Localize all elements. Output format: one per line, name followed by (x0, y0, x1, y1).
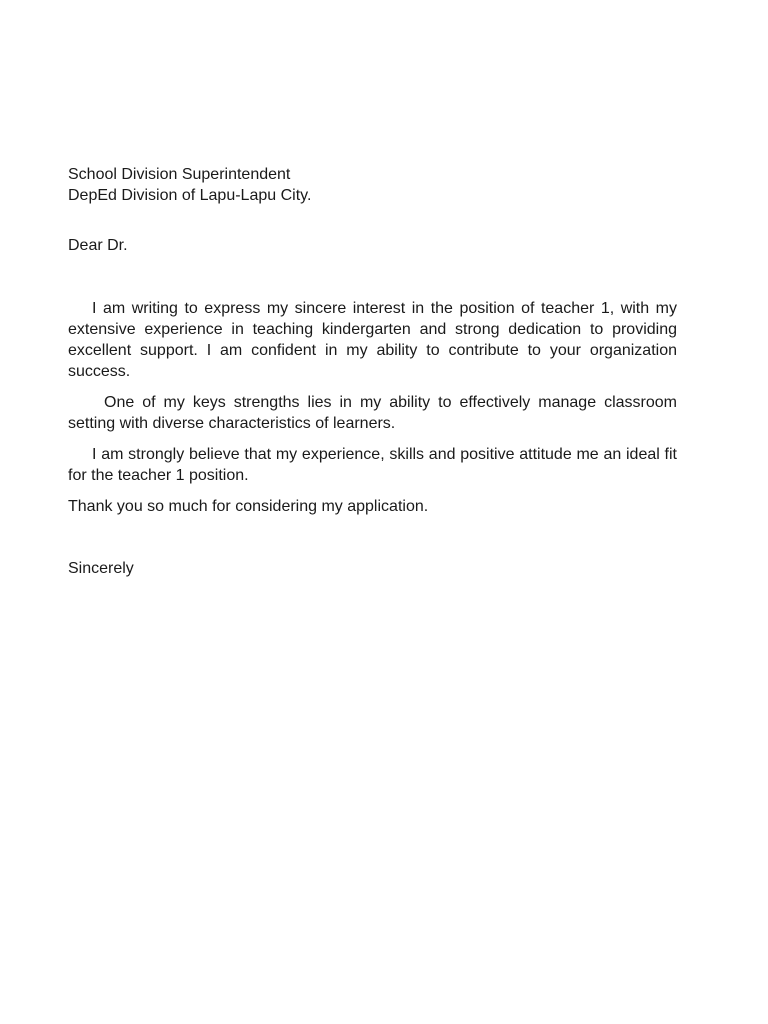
salutation: Dear Dr. (68, 237, 128, 254)
paragraph-belief: I am strongly believe that my experience, skills and positive attitude me an ideal fit for the teacher 1 position. (68, 446, 677, 484)
letter-body (68, 164, 677, 579)
paragraph-thanks: Thank you so much for considering my application. (68, 498, 429, 515)
closing: Sincerely (68, 560, 134, 577)
paragraph-strengths: One of my keys strengths lies in my ability to effectively manage classroom setting with diverse characteristics of learners. (68, 394, 677, 432)
recipient-block (68, 164, 677, 206)
recipient-title: School Division Superintendent (68, 166, 291, 183)
recipient-office: DepEd Division of Lapu-Lapu City. (68, 187, 312, 204)
paragraph-interest: I am writing to express my sincere interest in the position of teacher 1, with my extensive experience in teaching kindergarten and strong dedication to providing excellent support. I am confident in my ability to contribute to your organization success. (68, 300, 677, 380)
